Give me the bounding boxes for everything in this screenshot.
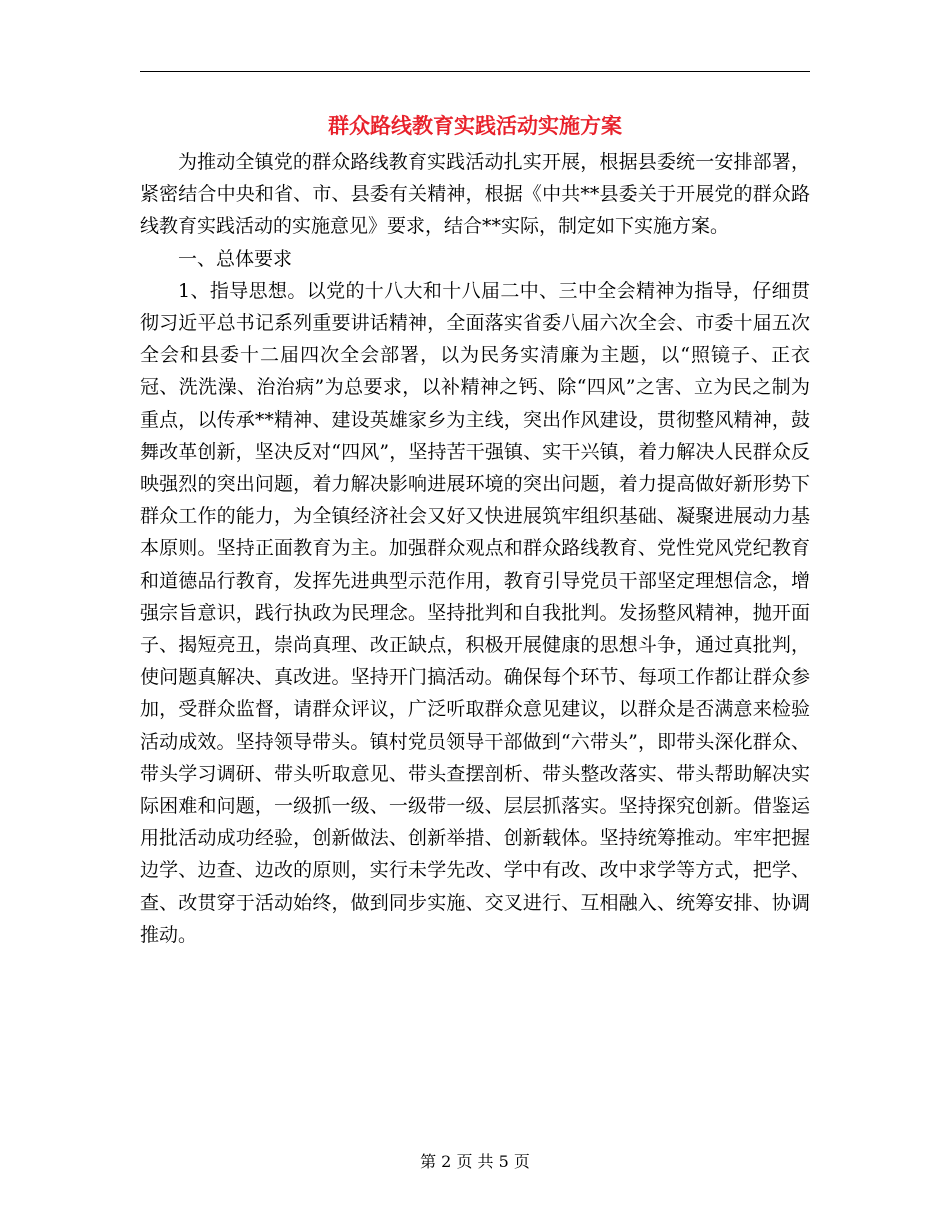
page-number: 第 2 页 共 5 页	[420, 1152, 530, 1171]
document-title: 群众路线教育实践活动实施方案	[328, 113, 622, 138]
document-body	[140, 146, 810, 951]
header-rule	[140, 71, 810, 72]
intro-paragraph: 为推动全镇党的群众路线教育实践活动扎实开展，根据县委统一安排部署，紧密结合中央和省、市、县委有关精神，根据《中共**县委关于开展党的群众路线教育实践活动的实施意见》要求，结合**实际，制定如下实施方案。	[140, 151, 810, 238]
guiding-thought-paragraph: 1、指导思想。以党的十八大和十八届二中、三中全会精神为指导，仔细贯彻习近平总书记系列重要讲话精神，全面落实省委八届六次全会、市委十届五次全会和县委十二届四次全会部署，以为民务实清廉为主题，以“照镜子、正衣冠、洗洗澡、治治病”为总要求，以补精神之钙、除“四风”之害、立为民之制为重点，以传承**精神、建设英雄家乡为主线，突出作风建设，贯彻整风精神，鼓舞改革创新，坚决反对“四风”，坚持苦干强镇、实干兴镇，着力解决人民群众反映强烈的突出问题，着力解决影响进展环境的突出问题，着力提高做好新形势下群众工作的能力，为全镇经济社会又好又快进展筑牢组织基础、凝聚进展动力基本原则。坚持正面教育为主。加强群众观点和群众路线教育、党性党风党纪教育和道德品行教育，发挥先进典型示范作用，教育引导党员干部坚定理想信念，增强宗旨意识，践行执政为民理念。坚持批判和自我批判。发扬整风精神，抛开面子、揭短亮丑，崇尚真理、改正缺点，积极开展健康的思想斗争，通过真批判，使问题真解决、真改进。坚持开门搞活动。确保每个环节、每项工作都让群众参加，受群众监督，请群众评议，广泛听取群众意见建议，以群众是否满意来检验活动成效。坚持领导带头。镇村党员领导干部做到“六带头”，即带头深化群众、带头学习调研、带头听取意见、带头查摆剖析、带头整改落实、带头帮助解决实际困难和问题，一级抓一级、一级带一级、层层抓落实。坚持探究创新。借鉴运用批活动成功经验，创新做法、创新举措、创新载体。坚持统筹推动。牢牢把握边学、边查、边改的原则，实行未学先改、学中有改、改中求学等方式，把学、查、改贯穿于活动始终，做到同步实施、交叉进行、互相融入、统筹安排、协调推动。	[140, 279, 810, 946]
section-heading-general-requirements: 一、总体要求	[178, 247, 293, 270]
